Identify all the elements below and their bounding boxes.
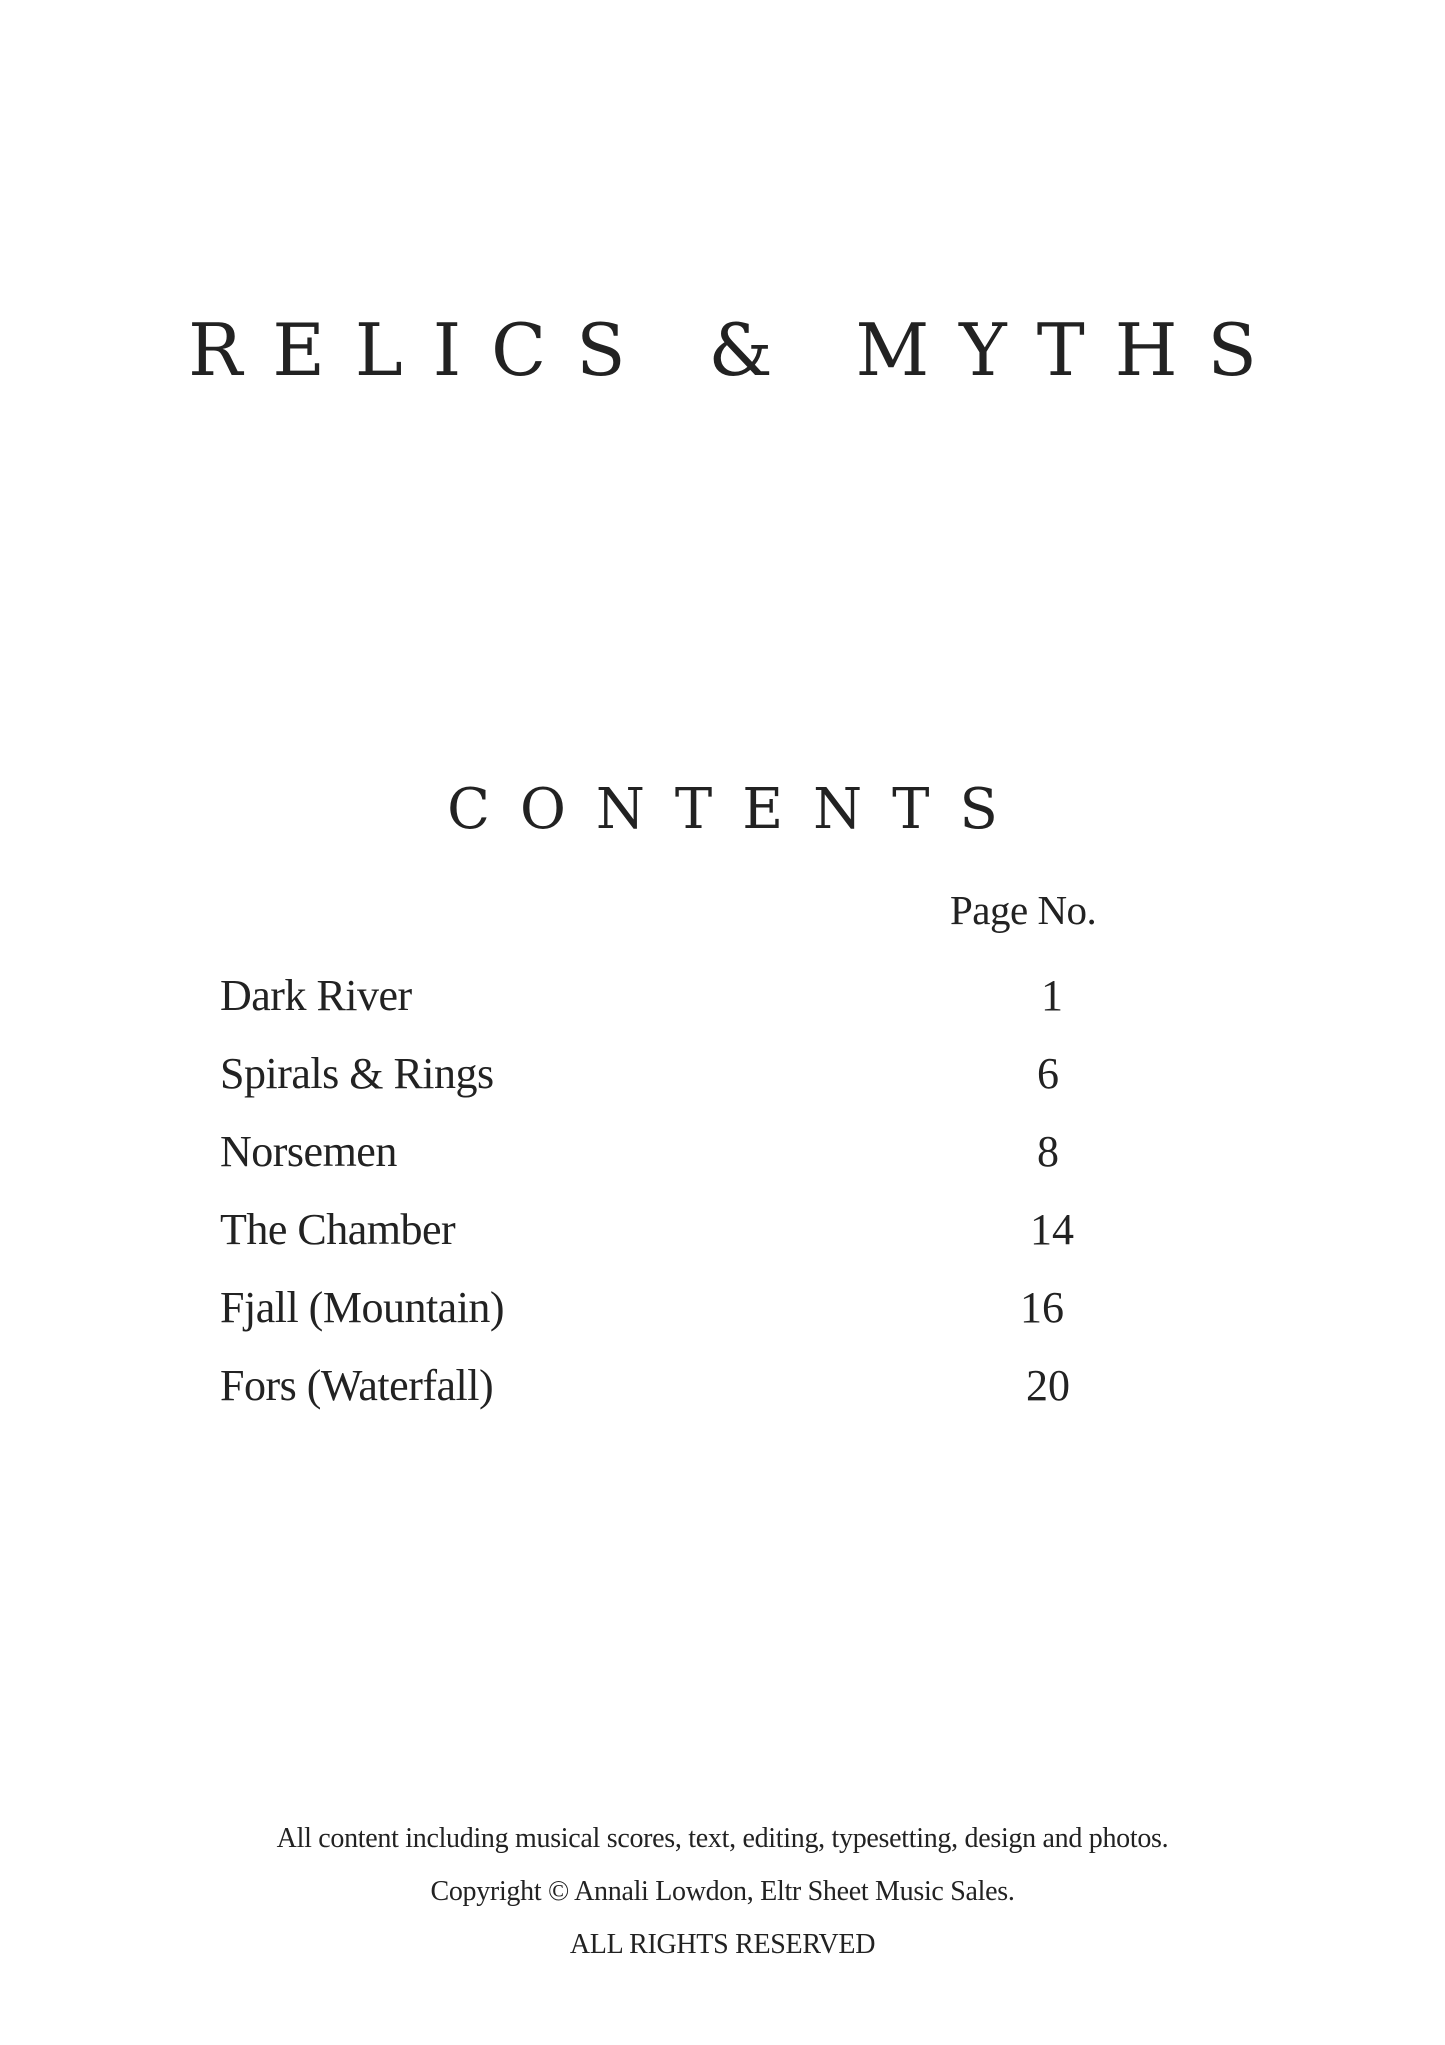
- toc-entry-fjall: [220, 1280, 1120, 1358]
- toc-entry-title: The Chamber: [220, 1205, 456, 1254]
- footer-rights-reserved: ALL RIGHTS RESERVED: [569, 1929, 876, 1960]
- toc-entry-the-chamber: [220, 1202, 1120, 1280]
- toc-entry-page: 16: [1020, 1283, 1064, 1332]
- book-title: RELICS & MYTHS: [188, 308, 1287, 392]
- toc-entry-page: 20: [1026, 1361, 1070, 1410]
- toc-entry-page: 1: [1041, 971, 1063, 1020]
- footer-content-notice: All content including musical scores, text, editing, typesetting, design and photos.: [276, 1823, 1169, 1854]
- toc-entry-page: 14: [1030, 1205, 1074, 1254]
- toc-entry-title: Fors (Waterfall): [220, 1361, 494, 1410]
- toc-entry-title: Spirals & Rings: [220, 1049, 494, 1098]
- copyright-footer: [0, 1812, 1445, 1971]
- toc-entry-spirals-rings: [220, 1046, 1120, 1124]
- toc-entry-page: 8: [1037, 1127, 1059, 1176]
- toc-entry-norsemen: [220, 1124, 1120, 1202]
- toc-entry-title: Dark River: [220, 971, 412, 1020]
- toc-entry-title: Fjall (Mountain): [220, 1283, 505, 1332]
- toc-entry-page: 6: [1037, 1049, 1059, 1098]
- table-of-contents: [220, 968, 1120, 1436]
- toc-entry-dark-river: [220, 968, 1120, 1046]
- toc-entry-title: Norsemen: [220, 1127, 397, 1176]
- page-number-column-header: Page No.: [950, 887, 1097, 933]
- toc-entry-fors: [220, 1358, 1120, 1436]
- footer-copyright: Copyright © Annali Lowdon, Eltr Sheet Music Sales.: [430, 1876, 1015, 1907]
- contents-heading: CONTENTS: [447, 777, 1028, 842]
